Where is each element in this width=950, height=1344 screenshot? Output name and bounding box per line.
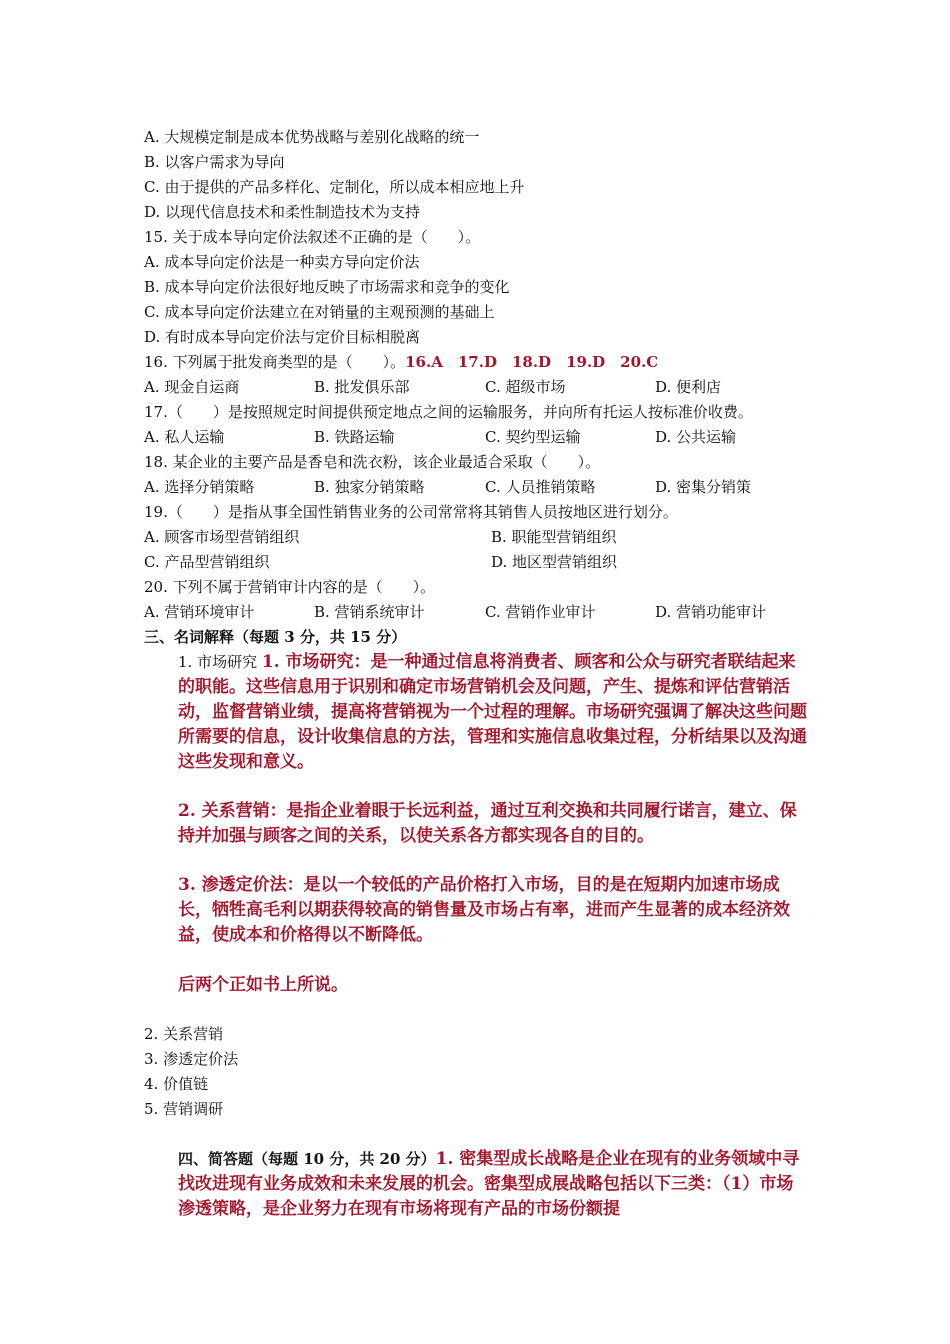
option-b: B. 独家分销策略 bbox=[314, 478, 425, 496]
option-d: D. 营销功能审计 bbox=[655, 603, 767, 621]
question-19: 19.（ ）是指从事全国性销售业务的公司常常将其销售人员按地区进行划分。 bbox=[144, 503, 678, 521]
option-b: B. 职能型营销组织 bbox=[491, 528, 617, 546]
option-c: C. 营销作业审计 bbox=[485, 603, 596, 621]
option-a: A. 选择分销策略 bbox=[144, 478, 255, 496]
option-d: D. 地区型营销组织 bbox=[491, 553, 618, 571]
option-b: B. 铁路运输 bbox=[314, 428, 395, 446]
question-16 bbox=[144, 352, 658, 372]
definition-note: 后两个正如书上所说。 bbox=[178, 975, 348, 995]
option-c: C. 契约型运输 bbox=[485, 428, 581, 446]
term-item: 5. 营销调研 bbox=[144, 1100, 224, 1118]
definition-1-label: 1. 市场研究 bbox=[178, 653, 262, 671]
section-3-heading: 三、名词解释（每题 3 分，共 15 分） bbox=[144, 628, 407, 646]
option-line: B. 以客户需求为导向 bbox=[144, 153, 285, 171]
option-a: A. 私人运输 bbox=[144, 428, 225, 446]
option-line: C. 成本导向定价法建立在对销量的主观预测的基础上 bbox=[144, 303, 495, 321]
definition-1 bbox=[178, 650, 810, 775]
definition-2: 2. 关系营销：是指企业着眼于长远利益，通过互利交换和共同履行诺言，建立、保持并加强与顾客之间的关系，以使关系各方都实现各自的目的。 bbox=[178, 801, 797, 846]
option-b: B. 营销系统审计 bbox=[314, 603, 425, 621]
option-d: D. 便利店 bbox=[655, 378, 722, 396]
option-d: D. 密集分销策 bbox=[655, 478, 752, 496]
option-c: C. 超级市场 bbox=[485, 378, 566, 396]
options-row bbox=[144, 527, 804, 547]
term-item: 4. 价值链 bbox=[144, 1075, 209, 1093]
question-17: 17.（ ）是按照规定时间提供预定地点之间的运输服务，并向所有托运人按标准价收费。 bbox=[144, 403, 753, 421]
term-item: 3. 渗透定价法 bbox=[144, 1050, 239, 1068]
option-c: C. 产品型营销组织 bbox=[144, 553, 270, 571]
option-line: C. 由于提供的产品多样化、定制化，所以成本相应地上升 bbox=[144, 178, 525, 196]
definition-3: 3. 渗透定价法：是以一个较低的产品价格打入市场，目的是在短期内加速市场成长，牺牲高毛利以期获得较高的销售量及市场占有率，进而产生显著的成本经济效益，使成本和价格得以不断降低。 bbox=[178, 875, 790, 945]
option-a: A. 顾客市场型营销组织 bbox=[144, 528, 300, 546]
option-a: A. 现金自运商 bbox=[144, 378, 240, 396]
section-4-answer: 1. 密集型成长战略是企业在现有的业务领域中寻找改进现有业务成效和未来发展的机会。密集型成展战略包括以下三类：（1）市场渗透策略，是企业努力在现有市场将现有产品的市场份额提 bbox=[178, 1149, 800, 1219]
option-line: D. 以现代信息技术和柔性制造技术为支持 bbox=[144, 203, 421, 221]
options-row bbox=[144, 427, 804, 447]
term-item: 2. 关系营销 bbox=[144, 1025, 224, 1043]
section-4-heading: 四、简答题（每题 10 分，共 20 分） bbox=[178, 1150, 436, 1168]
question-18: 18. 某企业的主要产品是香皂和洗衣粉，该企业最适合采取（ ）。 bbox=[144, 453, 601, 471]
option-d: D. 公共运输 bbox=[655, 428, 737, 446]
option-line: A. 成本导向定价法是一种卖方导向定价法 bbox=[144, 253, 420, 271]
definition-1-text: 1. 市场研究：是一种通过信息将消费者、顾客和公众与研究者联结起来的职能。这些信息用于识别和确定市场营销机会及问题，产生、提炼和评估营销活动，监督营销业绩，提高将营销视为一个过程的理解。市场研究强调了解决这些问题所需要的信息，设计收集信息的方法，管理和实施信息收集过程，分析结果以及沟通这些发现和意义。 bbox=[178, 652, 807, 772]
option-b: B. 批发俱乐部 bbox=[314, 378, 410, 396]
option-a: A. 营销环境审计 bbox=[144, 603, 255, 621]
question-15: 15. 关于成本导向定价法叙述不正确的是（ ）。 bbox=[144, 228, 481, 246]
answer-key: 16.A 17.D 18.D 19.D 20.C bbox=[405, 353, 659, 371]
option-line: A. 大规模定制是成本优势战略与差别化战略的统一 bbox=[144, 128, 480, 146]
option-c: C. 人员推销策略 bbox=[485, 478, 596, 496]
section-4 bbox=[178, 1147, 810, 1222]
question-20: 20. 下列不属于营销审计内容的是（ ）。 bbox=[144, 578, 436, 596]
question-16-text: 16. 下列属于批发商类型的是（ ）。 bbox=[144, 353, 406, 371]
options-row bbox=[144, 377, 804, 397]
options-row bbox=[144, 477, 804, 497]
option-line: B. 成本导向定价法很好地反映了市场需求和竞争的变化 bbox=[144, 278, 510, 296]
options-row bbox=[144, 602, 804, 622]
options-row bbox=[144, 552, 804, 572]
option-line: D. 有时成本导向定价法与定价目标相脱离 bbox=[144, 328, 421, 346]
